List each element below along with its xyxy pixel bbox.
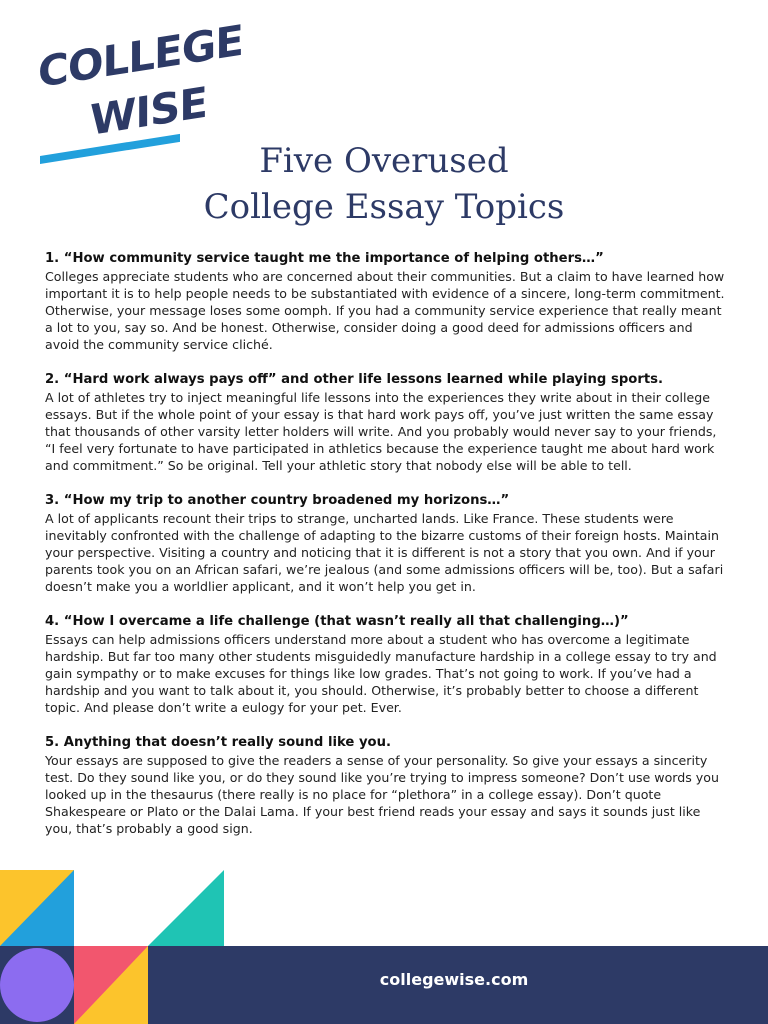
logo-word-wise: WISE [90, 77, 207, 145]
topic-heading: 3. “How my trip to another country broadened my horizons…” [45, 493, 510, 508]
topic-item-2 [45, 371, 725, 474]
topic-body: A lot of applicants recount their trips to strange, uncharted lands. Like France. These students were inevitably confronted with the challenge of adapting to the bizarre customs of their foreign hosts. Maintain your perspective. Visiting a country and noticing that it is different is not a story that you own. And if your parents took you on an African safari, we’re jealous (and some admissions officers will be, too). But a safari doesn’t make you a worldlier applicant, and it won’t help you get in. [45, 511, 724, 594]
topic-body: Essays can help admissions officers understand more about a student who has overcome a legitimate hardship. But far too many other students misguidedly manufacture hardship in a college essay to try and gain sympathy or to make excuses for things like low grades. That’s not going to work. If you’ve had a hardship and you want to talk about it, you should. Otherwise, it’s probably better to choose a different topic. And please don’t write a eulogy for your pet. Ever. [45, 632, 717, 715]
topic-item-4 [45, 613, 725, 716]
decorative-shapes [0, 868, 230, 1024]
topic-item-3 [45, 492, 725, 595]
topic-item-1 [45, 250, 725, 353]
topic-heading: 1. “How community service taught me the importance of helping others…” [45, 251, 604, 266]
topic-item-5 [45, 734, 725, 837]
topic-heading: 4. “How I overcame a life challenge (that wasn’t really all that challenging…)” [45, 614, 629, 629]
page-title-line-2: College Essay Topics [203, 187, 565, 227]
topic-heading: 5. Anything that doesn’t really sound like you. [45, 735, 392, 750]
topic-body: A lot of athletes try to inject meaningful life lessons into the experiences they write about in their college essays. But if the whole point of your essay is that hard work pays off, you’ve just written the same essay that thousands of other varsity letter holders will write. And you probably would never say to your friends, “I feel very fortunate to have participated in athletics because the experience taught me about hard work and commitment.” So be original. Tell your athletic story that nobody else will be able to tell. [45, 390, 717, 473]
topic-body: Your essays are supposed to give the readers a sense of your personality. So give your essays a sincerity test. Do they sound like you, or do they sound like you’re trying to impress someone? Don’t use words you looked up in the thesaurus (there really is no place for “plethora” in a college essay). Don’t quote Shakespeare or Plato or the Dalai Lama. If your best friend reads your essay and says it sounds just like you, that’s probably a good sign. [45, 753, 719, 836]
topic-heading: 2. “Hard work always pays off” and other life lessons learned while playing sports. [45, 372, 663, 387]
footer-url: collegewise.com [379, 970, 529, 989]
page-title [0, 138, 768, 230]
topic-list [45, 250, 725, 855]
logo-word-college: COLLEGE [38, 15, 243, 97]
page-title-line-1: Five Overused [259, 141, 509, 181]
teal-triangle-shape [148, 870, 224, 946]
topic-body: Colleges appreciate students who are concerned about their communities. But a claim to have learned how important it is to help people needs to be substantiated with evidence of a sincere, long-term commitment. Otherwise, your message loses some oomph. If you had a community service experience that really meant a lot to you, say so. And be honest. Otherwise, consider doing a good deed for admissions officers and avoid the community service cliché. [45, 269, 725, 352]
